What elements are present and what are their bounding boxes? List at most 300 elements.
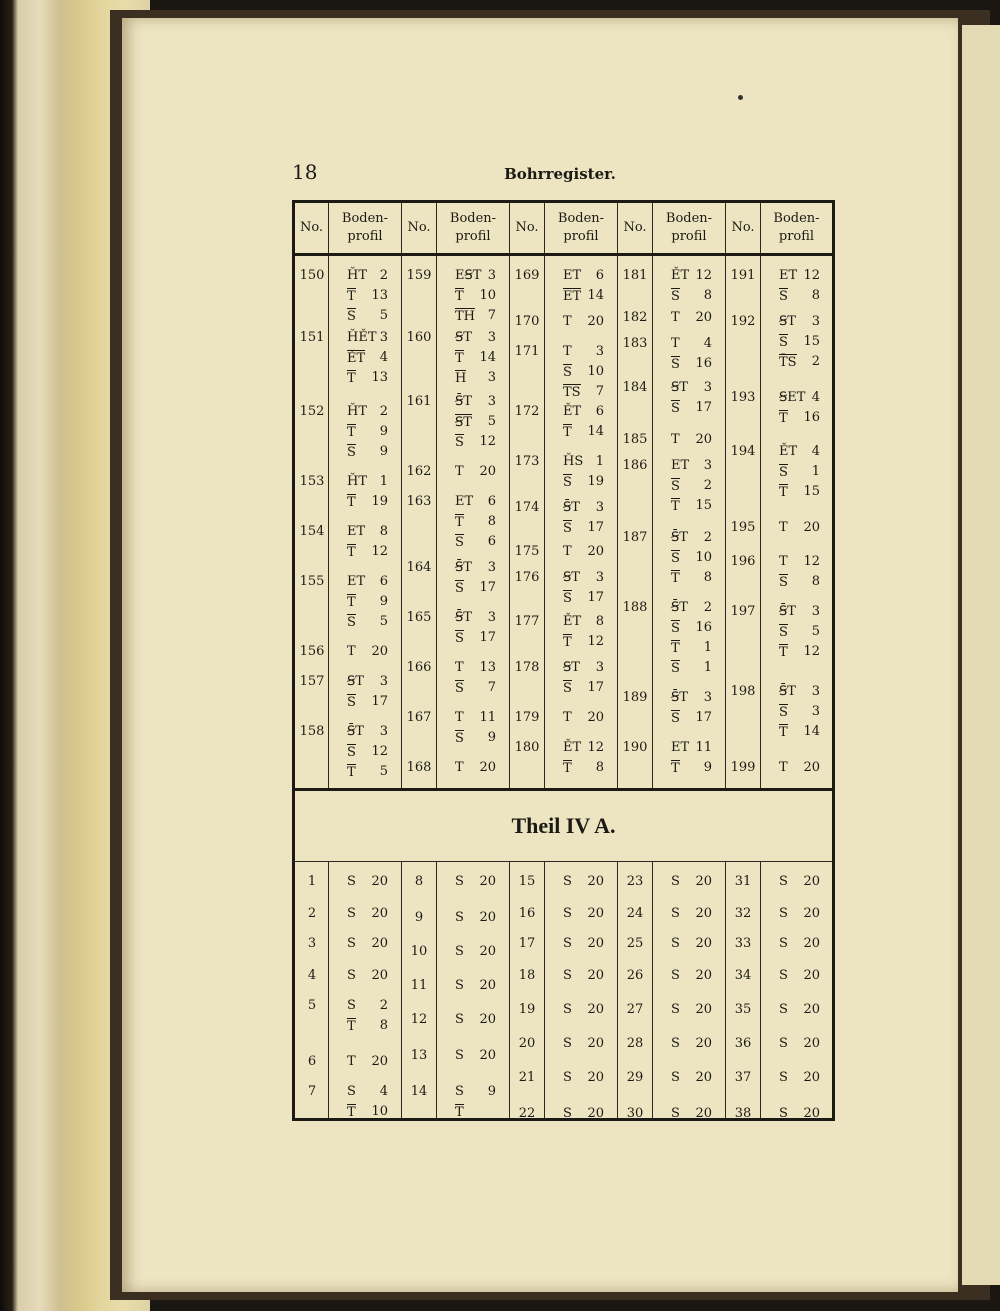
soil-symbol: ĚT (347, 351, 366, 366)
profile-layer (545, 544, 618, 564)
profile-layer (329, 330, 402, 350)
layer-depth: 20 (587, 710, 604, 725)
soil-symbol: S (347, 998, 356, 1013)
profile-layer (545, 760, 618, 780)
layer-depth: 3 (379, 330, 388, 345)
profile-layer (545, 634, 618, 654)
layer-depth: 17 (587, 590, 604, 605)
layer-depth: 16 (695, 620, 712, 635)
ink-speck (738, 95, 743, 100)
profile-layer (545, 906, 618, 926)
soil-symbol: S (455, 535, 464, 550)
layer-depth: 20 (479, 760, 496, 775)
profile-layer (329, 724, 402, 744)
profile-layer (761, 1106, 834, 1126)
layer-depth: 3 (379, 724, 388, 739)
profile-layer (761, 624, 834, 644)
layer-depth: 20 (479, 944, 496, 959)
profile-layer (329, 874, 402, 894)
profile-layer (329, 308, 402, 328)
soil-symbol: S (671, 1070, 680, 1085)
soil-symbol: TS (563, 385, 581, 400)
layer-depth: 3 (703, 380, 712, 395)
register-body-lower (294, 862, 834, 1120)
profile-layer (761, 484, 834, 504)
profile-layer (761, 1070, 834, 1090)
profile-layer (761, 314, 834, 334)
layer-depth: 20 (695, 968, 712, 983)
bore-number: 167 (406, 710, 432, 725)
bore-number: 159 (406, 268, 432, 283)
bore-number: 171 (514, 344, 540, 359)
soil-symbol: T (671, 761, 680, 776)
layer-depth: 8 (703, 288, 712, 303)
soil-symbol: S (671, 661, 680, 676)
soil-symbol: S (563, 681, 572, 696)
bore-number: 164 (406, 560, 432, 575)
layer-depth: 20 (371, 874, 388, 889)
profile-layer (545, 424, 618, 444)
bore-number: 33 (734, 936, 752, 951)
soil-symbol: ĚT (563, 404, 582, 419)
layer-depth: 9 (487, 1084, 496, 1099)
profile-layer (437, 1012, 510, 1032)
soil-symbol: T (455, 1105, 464, 1120)
soil-symbol: S (671, 906, 680, 921)
bore-number: 191 (730, 268, 756, 283)
soil-symbol: S (779, 575, 788, 590)
no-column (726, 255, 761, 790)
soil-symbol: ET (671, 740, 690, 755)
profile-layer (545, 520, 618, 540)
soil-symbol: Ꞩ̄T (671, 690, 688, 705)
profile-layer (437, 710, 510, 730)
soil-symbol: S (347, 745, 356, 760)
layer-depth: 19 (371, 494, 388, 509)
layer-depth: 17 (371, 694, 388, 709)
soil-symbol: T (347, 595, 356, 610)
bore-number: 181 (622, 268, 648, 283)
layer-depth: 3 (703, 690, 712, 705)
soil-symbol: S (671, 401, 680, 416)
profile-layer (653, 936, 726, 956)
profile-layer (437, 534, 510, 554)
bore-number: 11 (410, 978, 428, 993)
no-column (510, 862, 545, 1120)
bore-number: 198 (730, 684, 756, 699)
soil-symbol: Ꞩ̄T (455, 394, 472, 409)
profile-layer (437, 730, 510, 750)
layer-depth: 20 (587, 1106, 604, 1121)
profile-layer (437, 514, 510, 534)
soil-symbol: S (563, 475, 572, 490)
soil-symbol: S (455, 731, 464, 746)
soil-symbol: S (455, 944, 464, 959)
soil-symbol: T (779, 411, 788, 426)
soil-symbol: ĚT (563, 614, 582, 629)
no-column (294, 862, 329, 1120)
profile-layer (329, 268, 402, 288)
soil-symbol: T (347, 1019, 356, 1034)
profile-layer (761, 604, 834, 624)
soil-symbol: Ꞩ̄T (671, 600, 688, 615)
soil-symbol: S (671, 874, 680, 889)
soil-symbol: ĚT (671, 268, 690, 283)
profile-layer (761, 554, 834, 574)
layer-depth: 17 (587, 520, 604, 535)
profile-layer (761, 684, 834, 704)
profile-layer (329, 674, 402, 694)
bore-number: 25 (626, 936, 644, 951)
layer-depth: 20 (803, 760, 820, 775)
soil-symbol: S (671, 621, 680, 636)
profile-column (329, 255, 402, 790)
profile-layer (545, 384, 618, 404)
bore-number: 183 (622, 336, 648, 351)
layer-depth: 9 (379, 444, 388, 459)
soil-symbol: ET (347, 524, 366, 539)
bore-number: 180 (514, 740, 540, 755)
soil-symbol: T (671, 310, 680, 325)
layer-depth: 6 (379, 574, 388, 589)
soil-symbol: S (347, 1084, 356, 1099)
layer-depth: 4 (811, 390, 820, 405)
profile-layer (329, 906, 402, 926)
layer-depth: 8 (487, 514, 496, 529)
soil-symbol: S (563, 936, 572, 951)
layer-depth: 4 (703, 336, 712, 351)
profile-layer (545, 1106, 618, 1126)
profile-layer (329, 350, 402, 370)
soil-symbol: T (455, 660, 464, 675)
profile-layer (653, 400, 726, 420)
soil-symbol: S (671, 1002, 680, 1017)
profile-layer (761, 354, 834, 374)
soil-symbol: Ꞩ̄T (347, 724, 364, 739)
profile-layer (761, 936, 834, 956)
layer-depth: 3 (595, 344, 604, 359)
bore-number: 189 (622, 690, 648, 705)
profile-layer (653, 906, 726, 926)
layer-depth: 8 (379, 524, 388, 539)
profile-layer (761, 704, 834, 724)
profile-layer (545, 660, 618, 680)
no-column (618, 255, 653, 790)
profile-layer (329, 494, 402, 514)
layer-depth: 15 (803, 484, 820, 499)
bore-number: 2 (307, 906, 317, 921)
layer-depth: 6 (595, 404, 604, 419)
bore-number: 177 (514, 614, 540, 629)
layer-depth: 20 (803, 1036, 820, 1051)
layer-depth: 15 (695, 498, 712, 513)
soil-symbol: T (671, 641, 680, 656)
profile-layer (545, 1070, 618, 1090)
layer-depth: 20 (587, 1070, 604, 1085)
layer-depth: 20 (803, 906, 820, 921)
soil-symbol: T (347, 289, 356, 304)
layer-depth: 6 (487, 494, 496, 509)
profile-layer (329, 594, 402, 614)
bore-number: 8 (414, 874, 424, 889)
layer-depth: 1 (811, 464, 820, 479)
bore-number: 158 (299, 724, 325, 739)
profile-layer (653, 310, 726, 330)
soil-symbol: ꞨT (455, 415, 472, 430)
soil-symbol: T (779, 725, 788, 740)
bore-number: 155 (299, 574, 325, 589)
layer-depth: 6 (595, 268, 604, 283)
bore-number: 192 (730, 314, 756, 329)
bore-number: 163 (406, 494, 432, 509)
bore-number: 1 (307, 874, 317, 889)
bore-number: 27 (626, 1002, 644, 1017)
soil-symbol: S (455, 631, 464, 646)
layer-depth: 1 (379, 474, 388, 489)
bore-number: 168 (406, 760, 432, 775)
profile-layer (761, 390, 834, 410)
profile-layer (653, 620, 726, 640)
bore-number: 5 (307, 998, 317, 1013)
bore-number: 19 (518, 1002, 536, 1017)
soil-symbol: S (671, 289, 680, 304)
layer-depth: 7 (487, 680, 496, 695)
layer-depth: 20 (587, 968, 604, 983)
soil-symbol: S (671, 551, 680, 566)
layer-depth: 20 (371, 968, 388, 983)
layer-depth: 3 (595, 570, 604, 585)
layer-depth: 5 (811, 624, 820, 639)
bore-number: 20 (518, 1036, 536, 1051)
profile-layer (329, 998, 402, 1018)
bore-number: 12 (410, 1012, 428, 1027)
layer-depth: 10 (371, 1104, 388, 1119)
profile-layer (653, 432, 726, 452)
layer-depth: 20 (803, 874, 820, 889)
bore-number: 169 (514, 268, 540, 283)
layer-depth: 16 (803, 410, 820, 425)
soil-symbol: S (563, 1106, 572, 1121)
bore-number: 173 (514, 454, 540, 469)
profile-layer (329, 1054, 402, 1074)
soil-symbol: ET (671, 458, 690, 473)
layer-depth: 14 (803, 724, 820, 739)
bore-number: 176 (514, 570, 540, 585)
profile-layer (761, 444, 834, 464)
soil-symbol: T (455, 351, 464, 366)
profile-layer (761, 1002, 834, 1022)
soil-symbol: ꞨT (671, 380, 688, 395)
soil-symbol: ȞT (347, 404, 368, 419)
soil-symbol: T (779, 520, 788, 535)
profile-layer (437, 944, 510, 964)
layer-depth: 4 (811, 444, 820, 459)
profile-layer (437, 874, 510, 894)
layer-depth: 12 (587, 634, 604, 649)
bore-number: 165 (406, 610, 432, 625)
layer-depth: 3 (811, 684, 820, 699)
soil-symbol: S (563, 968, 572, 983)
profile-layer (437, 910, 510, 930)
layer-depth: 20 (803, 520, 820, 535)
profile-layer (653, 760, 726, 780)
profile-layer (545, 1036, 618, 1056)
layer-depth: 19 (587, 474, 604, 489)
profile-layer (437, 464, 510, 484)
layer-depth: 20 (587, 1036, 604, 1051)
bore-number: 188 (622, 600, 648, 615)
profile-column (437, 255, 510, 790)
soil-symbol: T (671, 499, 680, 514)
profile-layer (761, 906, 834, 926)
layer-depth: 8 (379, 1018, 388, 1033)
soil-symbol: Ꞩ̄T (779, 684, 796, 699)
soil-symbol: S (779, 874, 788, 889)
layer-depth: 12 (479, 434, 496, 449)
profile-layer (653, 478, 726, 498)
soil-symbol: ET (347, 574, 366, 589)
profile-layer (761, 334, 834, 354)
profile-layer (545, 344, 618, 364)
column-header-no: No. (294, 202, 329, 255)
soil-symbol: T (779, 645, 788, 660)
layer-depth: 4 (379, 350, 388, 365)
layer-depth: 13 (371, 288, 388, 303)
soil-symbol: T̄S (779, 355, 797, 370)
profile-layer (761, 644, 834, 664)
soil-symbol: S (779, 289, 788, 304)
bore-number: 174 (514, 500, 540, 515)
layer-depth: 20 (695, 432, 712, 447)
layer-depth: 8 (703, 570, 712, 585)
soil-symbol: S (347, 445, 356, 460)
soil-symbol: ĒT (563, 289, 582, 304)
soil-symbol: ĚT (779, 444, 798, 459)
bore-number: 16 (518, 906, 536, 921)
soil-symbol: S (563, 1070, 572, 1085)
soil-symbol: T (563, 344, 572, 359)
profile-layer (437, 414, 510, 434)
soil-symbol: ȞĚT (347, 330, 377, 345)
profile-layer (545, 454, 618, 474)
profile-layer (653, 550, 726, 570)
layer-depth: 11 (695, 740, 712, 755)
layer-depth: 20 (587, 314, 604, 329)
soil-symbol: Ꞩ̄T (671, 530, 688, 545)
profile-layer (653, 600, 726, 620)
soil-symbol: T (779, 760, 788, 775)
profile-layer (437, 288, 510, 308)
layer-depth: 9 (487, 730, 496, 745)
soil-symbol: S (779, 1036, 788, 1051)
soil-symbol: S (563, 1036, 572, 1051)
profile-column (653, 255, 726, 790)
soil-symbol: S (779, 705, 788, 720)
profile-layer (545, 740, 618, 760)
bore-number: 153 (299, 474, 325, 489)
layer-depth: 7 (487, 308, 496, 323)
soil-symbol: S (347, 906, 356, 921)
layer-depth: 20 (479, 874, 496, 889)
register-body-upper (294, 255, 834, 790)
bore-number: 162 (406, 464, 432, 479)
layer-depth: 2 (811, 354, 820, 369)
profile-layer (329, 404, 402, 424)
soil-symbol: Ꞩ̄T (563, 500, 580, 515)
bore-number: 197 (730, 604, 756, 619)
profile-layer (437, 434, 510, 454)
bore-number: 178 (514, 660, 540, 675)
soil-symbol: TH (455, 309, 476, 324)
soil-symbol: S (455, 978, 464, 993)
profile-layer (653, 570, 726, 590)
profile-column (329, 862, 402, 1120)
layer-depth: 4 (379, 1084, 388, 1099)
bore-number: 196 (730, 554, 756, 569)
profile-layer (653, 710, 726, 730)
layer-depth: 7 (595, 384, 604, 399)
soil-symbol: S (779, 1002, 788, 1017)
profile-column (545, 255, 618, 790)
profile-column (653, 862, 726, 1120)
bore-number: 29 (626, 1070, 644, 1085)
soil-symbol: T (347, 425, 356, 440)
bore-number: 9 (414, 910, 424, 925)
section-row (294, 790, 834, 862)
soil-symbol: T (671, 571, 680, 586)
profile-layer (653, 498, 726, 518)
bore-number: 23 (626, 874, 644, 889)
layer-depth: 20 (371, 936, 388, 951)
soil-symbol: ꞨT (779, 314, 796, 329)
bore-number: 199 (730, 760, 756, 775)
soil-symbol: ꞨT (563, 660, 580, 675)
profile-layer (653, 1070, 726, 1090)
soil-symbol: T (347, 644, 356, 659)
bore-register-table (292, 200, 835, 1121)
soil-symbol: T (563, 710, 572, 725)
profile-layer (545, 500, 618, 520)
profile-layer (437, 330, 510, 350)
layer-depth: 3 (703, 458, 712, 473)
profile-layer (545, 404, 618, 424)
profile-layer (437, 630, 510, 650)
layer-depth: 12 (803, 268, 820, 283)
layer-depth: 1 (703, 640, 712, 655)
layer-depth: 3 (811, 704, 820, 719)
profile-layer (653, 356, 726, 376)
layer-depth: 17 (587, 680, 604, 695)
profile-layer (329, 288, 402, 308)
soil-symbol: S (455, 1012, 464, 1027)
layer-depth: 13 (479, 660, 496, 675)
layer-depth: 8 (811, 574, 820, 589)
profile-layer (545, 614, 618, 634)
column-header-profile: Boden- profil (761, 202, 834, 255)
profile-layer (653, 336, 726, 356)
layer-depth: 8 (595, 614, 604, 629)
bore-number: 193 (730, 390, 756, 405)
profile-column (761, 862, 834, 1120)
layer-depth: 20 (695, 874, 712, 889)
soil-symbol: S (347, 968, 356, 983)
profile-layer (437, 760, 510, 780)
layer-depth: 3 (487, 560, 496, 575)
soil-symbol: Ꞩ̄T (455, 560, 472, 575)
layer-depth: 15 (803, 334, 820, 349)
profile-layer (329, 1018, 402, 1038)
bore-number: 186 (622, 458, 648, 473)
